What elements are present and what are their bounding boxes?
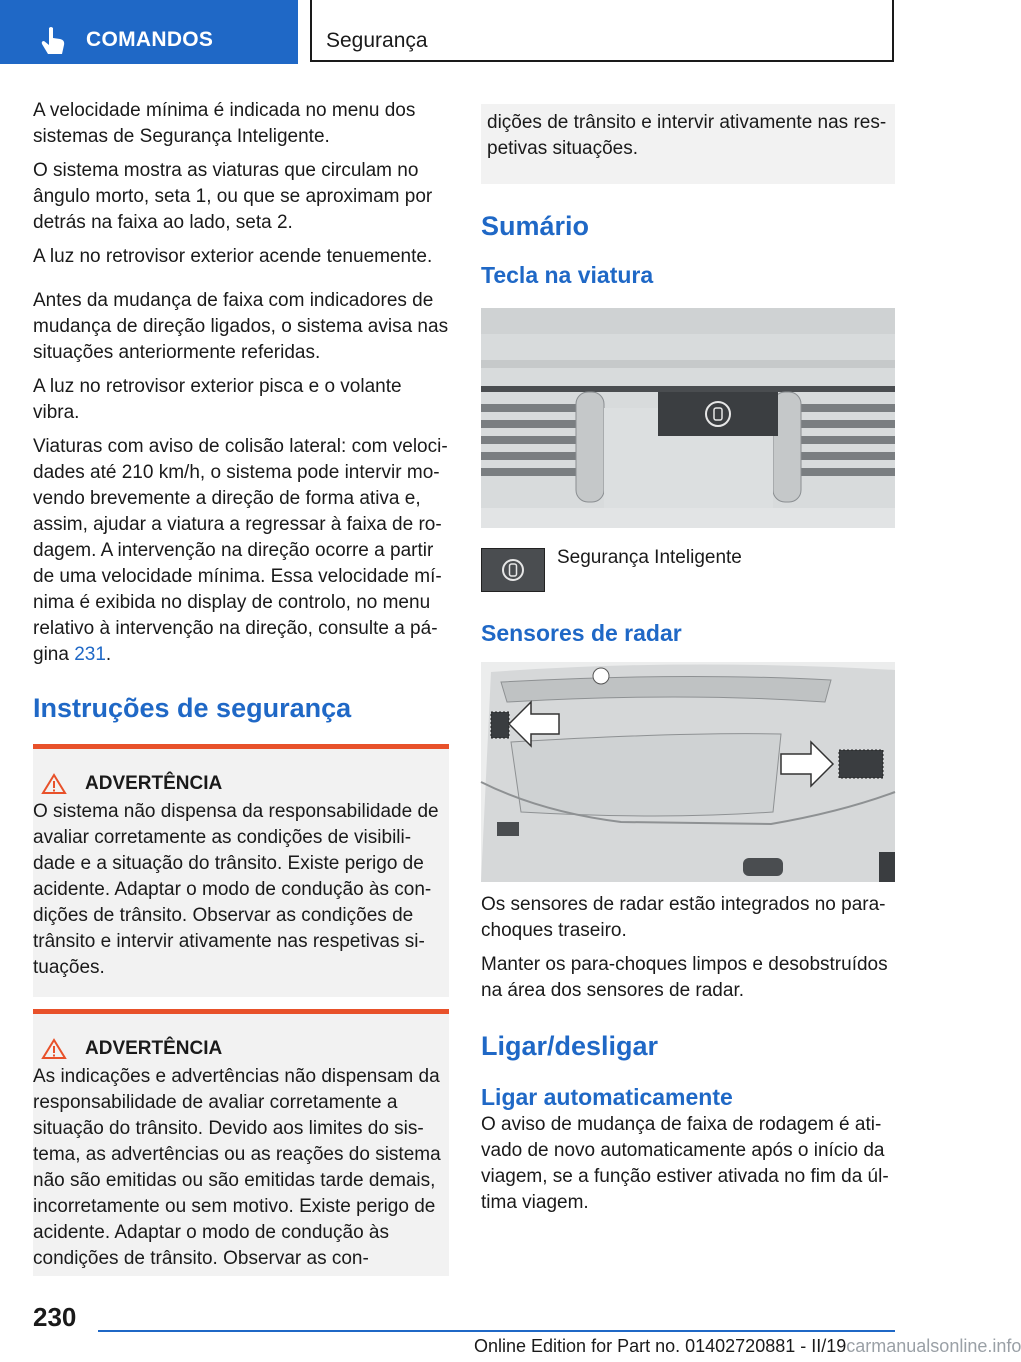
page-link[interactable]: 231 bbox=[74, 644, 106, 665]
paragraph: A luz no retrovisor exterior pisca e o volante vibra. bbox=[33, 376, 402, 423]
rear-bumper-illustration bbox=[481, 662, 895, 882]
paragraph-end: . bbox=[105, 644, 112, 665]
warning-box bbox=[33, 744, 449, 997]
right-column bbox=[481, 104, 895, 1224]
left-column bbox=[33, 98, 449, 1276]
paragraph: A velocidade mínima é indicada no menu dos sistemas de Segurança Inteligente. bbox=[33, 100, 416, 147]
paragraph: O sistema mostra as viaturas que circulam no ângulo morto, seta 1, ou que se aproximam por detrás na faixa ao lado, seta 2. bbox=[33, 160, 433, 233]
warning-text: O sistema não dispensa da responsabilidade de avaliar corretamente as condições de visibilidade e a situação do trânsito. Existe perigo de acidente. Adaptar o modo de condução às condições de trânsito. Observar as condições de trânsito e intervir ativamente nas respetivas situações. bbox=[33, 801, 439, 978]
warning-title: ADVERTÊNCIA bbox=[85, 1038, 223, 1059]
section-tab bbox=[0, 0, 298, 64]
paragraph: Antes da mudança de faixa com indicadores de mudança de direção ligados, o sistema avisa nas situações anteriormente referidas. bbox=[33, 290, 449, 363]
watermark: carmanualsonline.info bbox=[846, 1336, 1021, 1356]
page-title-bar bbox=[310, 0, 894, 62]
dashboard-illustration bbox=[481, 308, 895, 528]
edition-text: Online Edition for Part no. 01402720881 - II/19 bbox=[474, 1336, 847, 1356]
radar-heading: Sensores de radar bbox=[481, 620, 682, 646]
button-heading: Tecla na viatura bbox=[481, 262, 654, 288]
summary-heading: Sumário bbox=[481, 211, 590, 241]
paragraph: Manter os para-choques limpos e desobstruídos na área dos sensores de radar. bbox=[481, 954, 888, 1001]
radar-figure bbox=[481, 662, 895, 882]
footer-edition bbox=[474, 1336, 1021, 1357]
safety-heading: Instruções de segurança bbox=[33, 693, 352, 723]
warning-title-row bbox=[33, 771, 441, 797]
section-label: COMANDOS bbox=[86, 28, 214, 51]
auto-heading: Ligar automaticamente bbox=[481, 1084, 733, 1110]
page-title: Segurança bbox=[326, 29, 428, 52]
footer-divider bbox=[98, 1330, 895, 1332]
paragraph: O aviso de mudança de faixa de rodagem é ativado de novo automaticamente após o início da viagem, se a função estiver ativada no fim da última viagem. bbox=[481, 1114, 889, 1213]
warning-box bbox=[33, 1009, 449, 1276]
warning-continuation: dições de trânsito e intervir ativamente nas respetivas situações. bbox=[481, 104, 895, 184]
warning-triangle-icon bbox=[41, 773, 67, 795]
warning-text: As indicações e advertências não dispensam da responsabilidade de avaliar corretamente a situação do trânsito. Devido aos limites do sistema, as advertências ou as reações do sistema não são emitidas ou são emitidas tarde demais, incorretamente ou sem motivo. Existe perigo de acidente. Adaptar o modo de condução às condições de trânsito. Observar as con- bbox=[33, 1066, 441, 1269]
warning-title: ADVERTÊNCIA bbox=[85, 773, 223, 794]
paragraph bbox=[33, 434, 449, 668]
warning-title-row bbox=[33, 1036, 441, 1062]
onoff-heading: Ligar/desligar bbox=[481, 1031, 659, 1061]
paragraph: A luz no retrovisor exterior acende tenuemente. bbox=[33, 246, 433, 267]
page-number: 230 bbox=[33, 1302, 77, 1332]
paragraph: Os sensores de radar estão integrados no para-choques traseiro. bbox=[481, 894, 886, 941]
warning-triangle-icon bbox=[41, 1038, 67, 1060]
button-figure bbox=[481, 308, 895, 528]
hand-pointer-icon bbox=[40, 26, 66, 56]
paragraph-text: Viaturas com aviso de colisão lateral: com velocidades até 210 km/h, o sistema pode intervir movendo brevemente a direção de forma ativa e, assim, ajudar a viatura a regressar à faixa de rodagem. A intervenção na direção ocorre a partir de uma velocidade mínima. Essa velocidade mínima é exibida no display de controlo, no menu relativo à intervenção na direção, consulte a página bbox=[33, 436, 448, 665]
safety-assist-button-icon bbox=[481, 548, 545, 592]
button-caption-row bbox=[481, 548, 895, 592]
button-caption: Segurança Inteligente bbox=[557, 547, 742, 568]
